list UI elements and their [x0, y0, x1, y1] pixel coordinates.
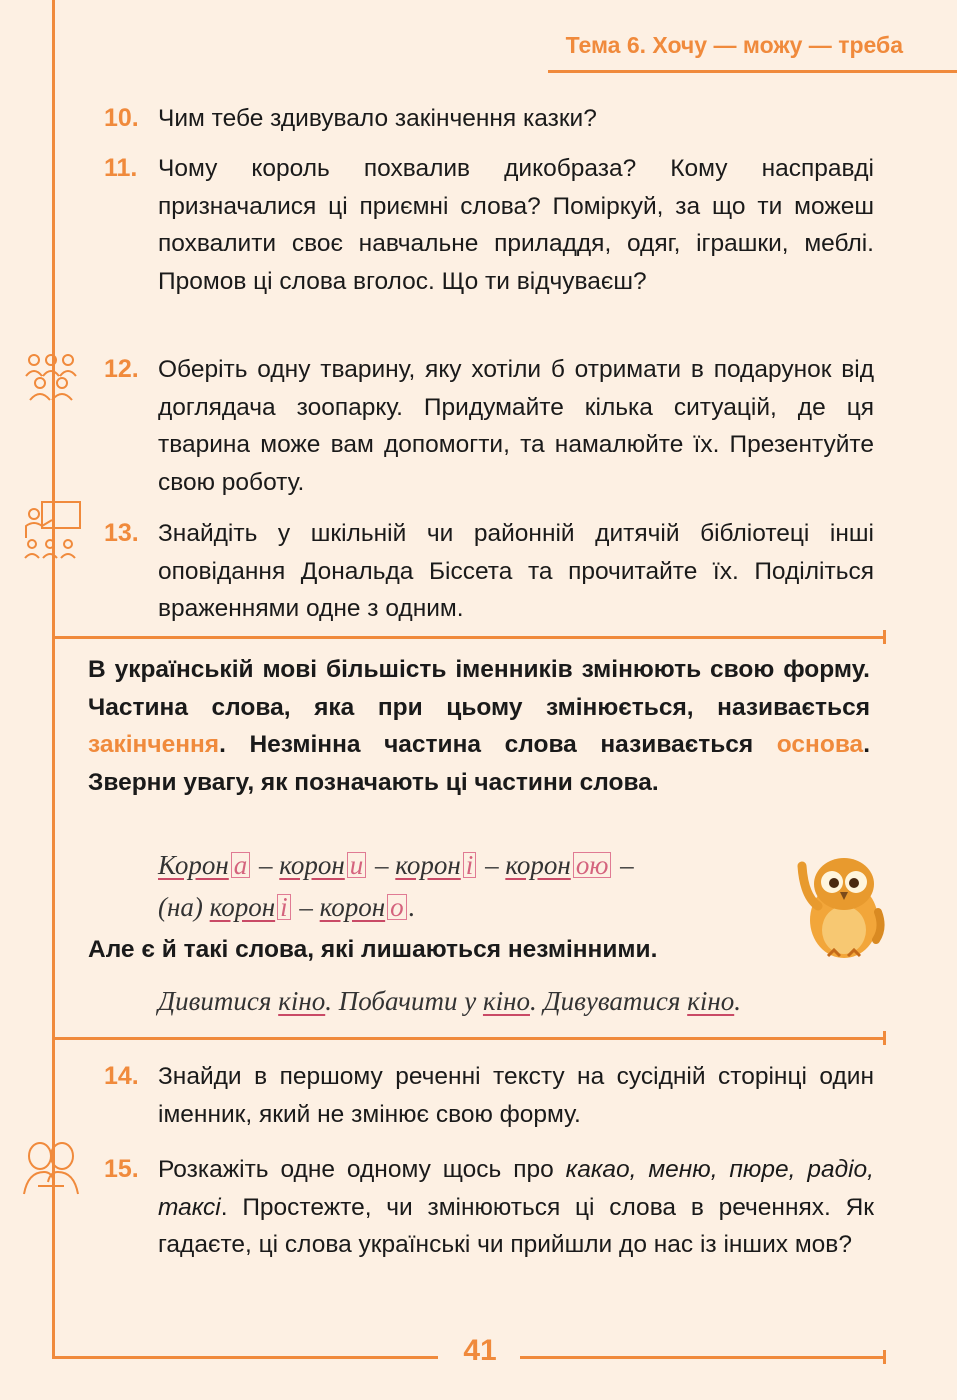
header-underline: [548, 70, 957, 73]
task-13: [104, 515, 874, 628]
footer-line-left: [52, 1356, 438, 1359]
task-text: [158, 1151, 874, 1264]
word-stem: Корон: [158, 850, 229, 880]
task-text: Оберіть одну тварину, яку хотіли б отримати в подарунок від доглядача зоопарку. Придумайте кілька ситуацій, де ця тварина може вам допомогти, та намалюйте їх. Презентуйте свою роботу.: [158, 356, 874, 496]
task-number: 13.: [104, 519, 139, 547]
task-text: Чому король похвалив дикобраза? Кому насправді призначалися ці приємні слова? Поміркуй, за що ти можеш похвалити своє навчальне приладдя, одяг, іграшки, меблі. Промов ці слова вголос. Що ти відчуваєш?: [158, 155, 874, 295]
footer-tick: [883, 1350, 886, 1364]
example-text: .: [734, 986, 741, 1016]
word-ending: о: [387, 894, 407, 920]
rule-top-tick: [883, 630, 886, 644]
dash: –: [259, 850, 273, 880]
task-text-part: Розкажіть одне одному щось про: [158, 1156, 566, 1183]
word-stem: корон: [505, 850, 571, 880]
task-number: 15.: [104, 1155, 139, 1183]
term-stem: основа: [776, 731, 864, 758]
rule-text: . Зверни увагу, як позначають ці частини слова.: [88, 731, 870, 796]
page-header: Тема 6. Хочу — можу — треба: [565, 32, 903, 58]
task-text: Знайди в першому реченні тексту на сусідній сторінці один іменник, який не змінює свою форму.: [158, 1063, 874, 1128]
footer-line-right: [520, 1356, 886, 1359]
word-ending: і: [463, 852, 477, 878]
group-work-icon: [20, 352, 82, 404]
preposition: (на): [158, 892, 203, 922]
word-stem: корон: [279, 850, 345, 880]
example-word-forms-line1: [158, 850, 634, 881]
example-text: . Дивуватися: [529, 986, 688, 1016]
page-number: 41: [463, 1334, 497, 1367]
rule-bottom-tick: [883, 1031, 886, 1045]
pair-work-icon: [20, 1140, 82, 1196]
task-15: [104, 1151, 874, 1264]
example-word-forms-line2: (на) корон і – корон о .: [158, 892, 416, 922]
rule-text: . Незмінна частина слова називається: [219, 731, 777, 758]
task-number: 14.: [104, 1062, 139, 1090]
task-number: 11.: [104, 154, 138, 182]
presentation-icon: [20, 498, 84, 560]
task-11: [104, 150, 874, 300]
loanwords: какао, меню, пюре, радіо, таксі: [158, 1156, 874, 1221]
term-ending: закінчення: [88, 731, 220, 758]
word-ending: і: [277, 894, 291, 920]
task-number: 10.: [104, 104, 139, 132]
word-stem: корон: [209, 892, 276, 922]
word-ending: и: [347, 852, 367, 878]
indeclinable-word: кіно: [687, 986, 735, 1016]
rule-text: В українській мові більшість іменників змінюють свою форму. Частина слова, яка при цьому змінюється, називається: [88, 656, 870, 721]
task-number: 12.: [104, 355, 139, 383]
dash: –: [620, 850, 634, 880]
rule-top-line: [52, 636, 886, 639]
dash: –: [299, 892, 313, 922]
word-stem: корон: [395, 850, 461, 880]
task-12: [104, 351, 874, 501]
task-text: Чим тебе здивувало закінчення казки?: [158, 105, 597, 132]
dash: –: [485, 850, 499, 880]
example-indeclinable: [158, 986, 741, 1017]
owl-mascot: [792, 850, 888, 960]
task-10: [104, 100, 874, 138]
grammar-rule: [88, 651, 870, 801]
example-text: . Побачити у: [325, 986, 483, 1016]
example-text: Дивитися: [158, 986, 279, 1016]
word-ending: а: [231, 852, 251, 878]
word-ending: ою: [573, 852, 612, 878]
unchanging-note: Але є й такі слова, які лишаються незмінними.: [88, 936, 658, 963]
task-text: Знайдіть у шкільній чи районній дитячій бібліотеці інші оповідання Дональда Біссета та прочитайте їх. Поділіться враженнями одне з одним.: [158, 520, 874, 622]
task-14: [104, 1058, 874, 1133]
task-text-part: . Простежте, чи змінюються ці слова в реченнях. Як гадаєте, ці слова українські чи прийшли до нас із інших мов?: [158, 1193, 874, 1258]
word-stem: корон: [319, 892, 386, 922]
rule-bottom-line: [52, 1037, 886, 1040]
indeclinable-word: кіно: [278, 986, 326, 1016]
indeclinable-word: кіно: [482, 986, 530, 1016]
dash: –: [375, 850, 389, 880]
